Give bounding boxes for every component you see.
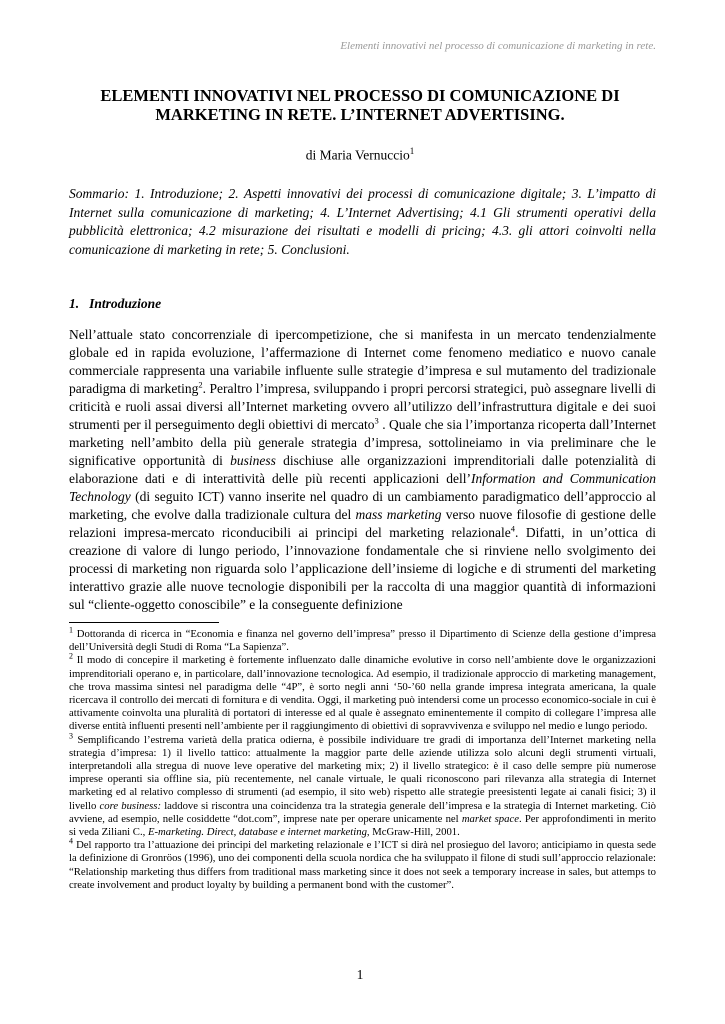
footnote-text: Semplificando l’estrema varietà della pratica odierna, è possibile individuare tre gradi di importanza dell’Internet marketing nella strategia d’impresa: 1) il livello tattico: attualmente la maggior parte delle aziende utilizza solo alcuni degli strumenti virtuali, interpretandoli alla stregua di nuove leve operative del marketing mix; 2) il livello strategico: è il caso delle sempre più numerose imprese operanti sia offline sia, più recentemente, nel canale virtuale, le quali riconoscono pari rilevanza alla strategia di Internet marketing ed al relativo complesso di strumenti (ad esempio, il sito web) rispetto alle strategie preesistenti legate ai canali fisici; 3) il livello bbox=[69, 733, 656, 812]
book-title: E-marketing. Direct, database e internet marketing bbox=[147, 826, 367, 839]
author-line bbox=[300, 146, 420, 164]
footnote-2 bbox=[69, 651, 656, 733]
body-paragraph bbox=[69, 326, 656, 614]
footnote-3 bbox=[69, 731, 657, 840]
footnote-1 bbox=[69, 625, 656, 654]
footnote-ref-4: 4 bbox=[510, 523, 515, 534]
footnote-mark: 4 bbox=[69, 836, 73, 846]
emphasis-core-business: core business: bbox=[99, 799, 162, 812]
section-title: Introduzione bbox=[89, 296, 162, 311]
body-text-segment: dischiuse alle organizzazioni imprenditoriali dalle potenzialità di elaborazione dati e di interattività delle più recenti applicazioni dell’ bbox=[69, 453, 656, 486]
author-footnote-mark: 1 bbox=[409, 146, 415, 156]
author-name: di Maria Vernuccio bbox=[305, 147, 410, 163]
body-text-segment: . Peraltro l’impresa, sviluppando i propri percorsi strategici, può assegnare livelli di criticità e ruoli assai diversi all’Internet marketing ovvero all’utilizzo dell’infrastruttura digitale e dei suoi strumenti per il perseguimento degli obiettivi di mercato bbox=[69, 381, 656, 432]
footnote-4 bbox=[69, 836, 656, 892]
page-number: 1 bbox=[356, 967, 364, 982]
footnotes bbox=[69, 625, 657, 892]
running-header: Elementi innovativi nel processo di comunicazione di marketing in rete. bbox=[340, 40, 656, 52]
emphasis-business: business bbox=[230, 453, 276, 468]
footnote-text: Il modo di concepire il marketing è fortemente influenzato dalle dinamiche evolutive in corso nell’ambiente dove le organizzazioni imprenditoriali operano e, in particolare, dall’innovazione tecnologica. Ad esempio, il tradizionale approccio di marketing management, che trova massima sintesi nel paradigma delle “4P”, è sorto negli anni ‘50-’60 nella grande impresa integrata americana, la quale ricercava il controllo dei mercati di fornitura e di vendita. Oggi, il marketing può intendersi come un processo economico-sociale in cui è attivamente coinvolta una pluralità di portatori di interesse ed al quale è assegnato eminentemente il compito di collegare l’impresa alle diverse entità influenti presenti nell’ambiente per il raggiungimento di obiettivi di sopravvivenza e sviluppo nel medio e lungo periodo. bbox=[69, 654, 656, 733]
emphasis-ict: Information and Communication Technology bbox=[69, 471, 656, 504]
footnote-text: Dottoranda di ricerca in “Economia e finanza nel governo dell’impresa” presso il Dipartimento di Scienze della gestione d’impresa dell’Università degli Studi di Roma “La Sapienza”. bbox=[69, 628, 656, 654]
emphasis-mass-marketing: mass marketing bbox=[355, 507, 442, 522]
paper-title: ELEMENTI INNOVATIVI NEL PROCESSO DI COMUNICAZIONE DI MARKETING IN RETE. L’INTERNET ADVERTISING. bbox=[100, 86, 620, 124]
footnote-text: laddove si riscontra una coincidenza tra la strategia generale dell’impresa e la strategia di Internet marketing. Ciò avviene, ad esempio, nelle cosiddette “dot.com”, imprese nate per operare unicamente nel bbox=[69, 799, 657, 825]
footnote-mark: 3 bbox=[69, 731, 73, 741]
section-heading bbox=[69, 296, 171, 312]
footnote-ref-2: 2 bbox=[198, 379, 203, 390]
emphasis-market-space: market space bbox=[461, 812, 519, 825]
footnote-ref-3: 3 bbox=[374, 415, 379, 426]
footnote-separator bbox=[69, 622, 219, 623]
footnote-mark: 2 bbox=[69, 651, 73, 661]
footnote-text: Del rapporto tra l’attuazione dei principi del marketing relazionale e l’ICT si dirà nel prosieguo del lavoro; anticipiamo in questa sede la definizione di Gronröos (1996), uno dei componenti della scuola nordica che ha sviluppato il filone di studi sull’approccio relazionale: “Relationship marketing thus differs from traditional mass marketing since it does not seek a temporary increase in sales, but attemps to create involvement and product loyalty by building a permanent bond with the customer”. bbox=[69, 839, 656, 891]
footnote-text: , McGraw-Hill, 2001. bbox=[366, 826, 460, 839]
body-text-segment: (di seguito ICT) vanno inserite nel quadro di un cambiamento paradigmatico dell’approccio al marketing, che evolve dalla tradizionale cultura del bbox=[69, 489, 656, 522]
body-text-segment: verso nuove filosofie di gestione delle relazioni impresa-mercato riconducibili ai principi del marketing relazionale bbox=[69, 507, 656, 540]
body-text-segment: Nell’attuale stato concorrenziale di ipercompetizione, che si manifesta in un mercato tendenzialmente globale ed in rapida evoluzione, l’affermazione di Internet come fenomeno mediatico e nuovo canale commerciale rappresenta una variabile influente sulle strategie d’impresa e sul mutamento del tradizionale paradigma di marketing bbox=[69, 327, 656, 396]
body-text-segment: . Difatti, in un’ottica di creazione di valore di lungo periodo, l’innovazione fondamentale che si rinviene nello svolgimento dei processi di marketing non riguarda solo l’applicazione dell’insieme di logiche e di strumenti del marketing interattivo grazie alle nuove tecnologie disponibili per la raccolta di una maggior quantità di informazioni sul “cliente-oggetto conoscibile” e la conseguente definizione bbox=[69, 525, 656, 612]
footnote-mark: 1 bbox=[69, 625, 73, 635]
body-text-segment: . Quale che sia l’importanza ricoperta dall’Internet marketing nell’ambito della più generale strategia d’impresa, sottolineiamo in via preliminare che le significative opportunità di bbox=[69, 417, 656, 468]
footnote-text: . Per approfondimenti in merito si veda Ziliani C., bbox=[69, 812, 656, 839]
summary: Sommario: 1. Introduzione; 2. Aspetti innovativi dei processi di comunicazione digitale; 3. L’impatto di Internet sulla comunicazione di marketing; 4. L’Internet Advertising; 4.1 Gli strumenti operativi della pubblicità elettronica; 4.2 misurazione dei risultati e modelli di pricing; 4.3. gli attori coinvolti nella comunicazione di marketing in rete; 5. Conclusioni. bbox=[69, 186, 656, 257]
section-number: 1. bbox=[69, 296, 80, 311]
